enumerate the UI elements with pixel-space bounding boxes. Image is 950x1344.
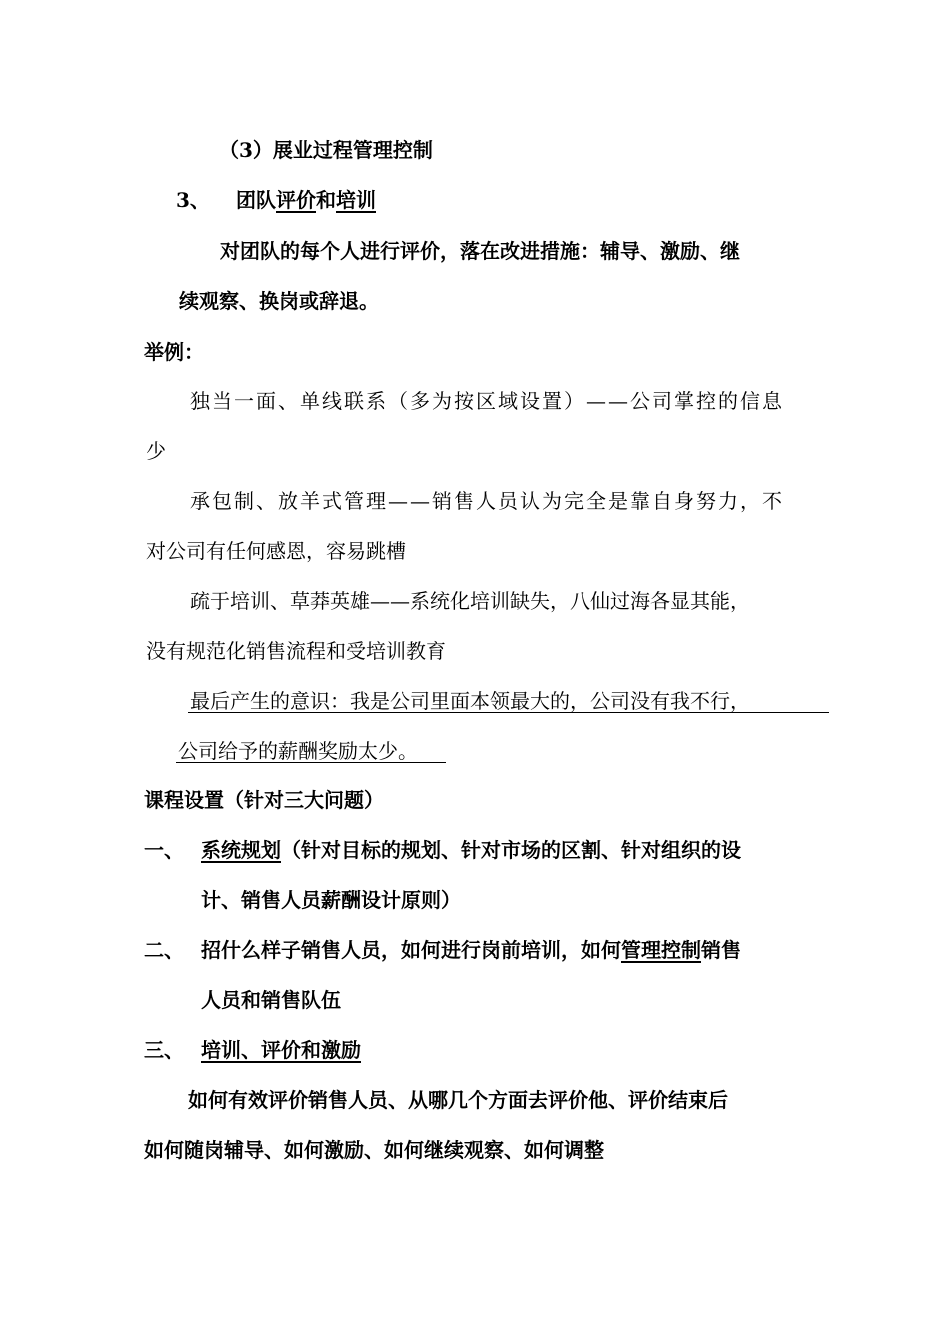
- course-item-2-part-b: 销售: [701, 938, 741, 962]
- course-paragraph-line-2: 如何随岗辅导、如何激励、如何继续观察、如何调整: [144, 1138, 604, 1162]
- underline-rule-2: [176, 762, 446, 763]
- course-paragraph-line-1: 如何有效评价销售人员、从哪几个方面去评价他、评价结束后: [188, 1088, 728, 1112]
- title-part-training: 培训: [336, 188, 376, 212]
- course-item-2-line-1: [201, 936, 741, 964]
- example-1-line-2: 少: [146, 439, 166, 463]
- course-item-2-part-a: 招什么样子销售人员，如何进行岗前培训，如何: [201, 938, 621, 962]
- course-heading: 课程设置（针对三大问题）: [144, 788, 384, 812]
- underline-rule-1: [188, 712, 829, 713]
- example-3-line-1: 疏于培训、草莽英雄——系统化培训缺失，八仙过海各显其能，: [190, 589, 750, 613]
- training-evaluation-incentive-text: 培训、评价和激励: [201, 1038, 361, 1062]
- course-item-1-rest: （针对目标的规划、针对市场的区割、针对组织的设: [281, 838, 741, 862]
- course-item-1-line-2: 计、销售人员薪酬设计原则）: [201, 888, 461, 912]
- evaluation-line-1: 对团队的每个人进行评价，落在改进措施：辅导、激励、继: [220, 239, 740, 263]
- section-3-heading: （3）展业过程管理控制: [219, 138, 433, 162]
- course-item-3-title: [201, 1036, 361, 1064]
- example-1-line-1: 独当一面、单线联系（多为按区域设置）——公司掌控的信息: [190, 389, 784, 413]
- evaluation-line-2: 续观察、换岗或辞退。: [179, 289, 379, 313]
- course-item-2-number: 二、: [144, 938, 184, 962]
- course-item-1-line-1: [201, 836, 741, 864]
- example-3-line-2: 没有规范化销售流程和受培训教育: [146, 639, 446, 663]
- course-item-3-number: 三、: [144, 1038, 184, 1062]
- title-part-evaluation: 评价: [276, 188, 316, 212]
- example-2-line-2: 对公司有任何感恩，容易跳槽: [146, 539, 406, 563]
- example-4-line-2: 公司给予的薪酬奖励太少。: [178, 739, 418, 763]
- management-control-text: 管理控制: [621, 938, 701, 962]
- title-part-and: 和: [316, 188, 336, 212]
- title-part-team: 团队: [236, 188, 276, 212]
- example-4-line-1: 最后产生的意识：我是公司里面本领最大的，公司没有我不行，: [190, 689, 750, 713]
- course-item-2-line-2: 人员和销售队伍: [201, 988, 341, 1012]
- course-item-1-number: 一、: [144, 838, 184, 862]
- system-planning-link-text: 系统规划: [201, 838, 281, 862]
- item-3-title: [236, 186, 376, 214]
- item-3-number: 3、: [176, 188, 210, 212]
- example-2-line-1: 承包制、放羊式管理——销售人员认为完全是靠自身努力，不: [190, 489, 784, 513]
- example-label: 举例：: [144, 340, 204, 364]
